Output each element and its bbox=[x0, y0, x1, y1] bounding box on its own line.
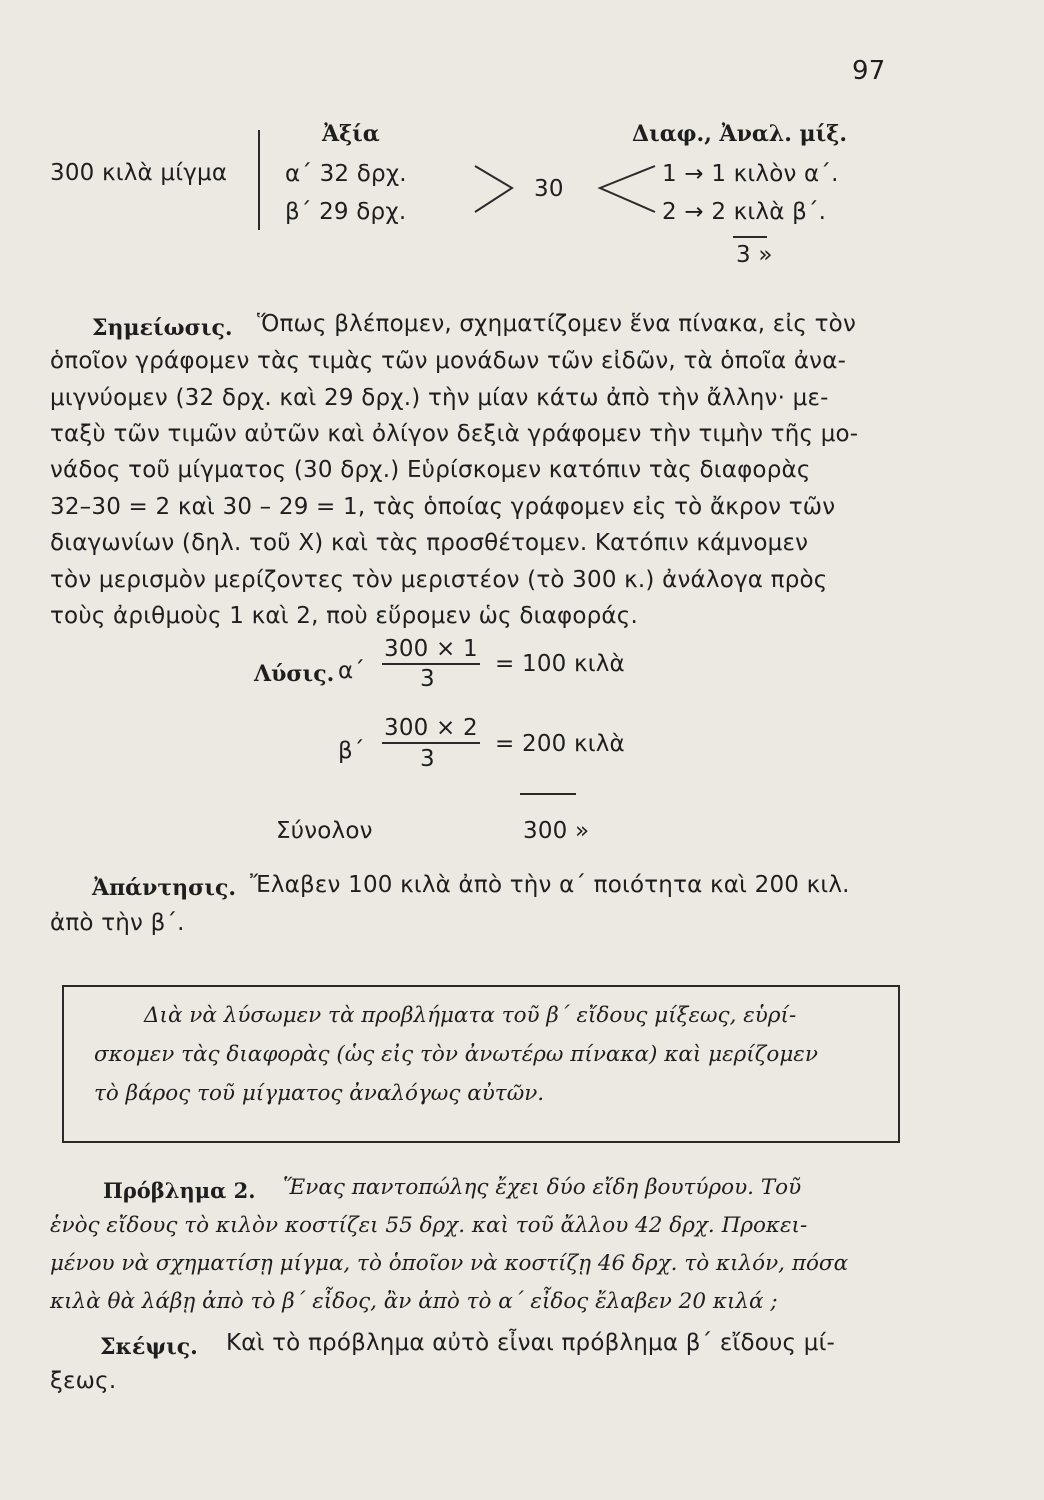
fraction-b-result: = 200 κιλὰ bbox=[495, 731, 625, 757]
thought-label: Σκέψις. bbox=[100, 1334, 198, 1360]
row2-diff: 2 → 2 κιλὰ β΄. bbox=[662, 199, 827, 225]
problem-line: Ἕνας παντοπώλης ἔχει δύο εἴδη βουτύρου. Τοῦ bbox=[283, 1175, 802, 1200]
rule-line: Διὰ νὰ λύσωμεν τὰ προβλήματα τοῦ β΄ εἴδους μίξεως, εὑρί- bbox=[144, 1003, 797, 1028]
note-label: Σημείωσις. bbox=[92, 315, 233, 341]
sum-rule bbox=[733, 236, 767, 238]
row2-value: β΄ 29 δρχ. bbox=[285, 199, 407, 225]
diagonal-cross bbox=[470, 160, 660, 220]
value-header: Ἀξία bbox=[322, 121, 380, 147]
fraction-a-numerator: 300 × 1 bbox=[384, 636, 478, 662]
table-brace-line bbox=[258, 130, 260, 230]
note-line: νάδος τοῦ μίγματος (30 δρχ.) Εὑρίσκομεν κατόπιν τὰς διαφορὰς bbox=[50, 457, 811, 483]
solution-label: Λύσις. bbox=[254, 661, 335, 687]
answer-label: Ἀπάντησις. bbox=[92, 875, 237, 901]
problem-line: μένου νὰ σχηματίσῃ μίγμα, τὸ ὁποῖον νὰ κοστίζῃ 46 δρχ. τὸ κιλόν, πόσα bbox=[50, 1251, 849, 1276]
fraction-b-numerator: 300 × 2 bbox=[384, 715, 478, 741]
problem-line: ἑνὸς εἴδους τὸ κιλὸν κοστίζει 55 δρχ. καὶ τοῦ ἄλλου 42 δρχ. Προκει- bbox=[50, 1213, 808, 1238]
rule-line: σκομεν τὰς διαφορὰς (ὡς εἰς τὸν ἀνωτέρω πίνακα) καὶ μερίζομεν bbox=[94, 1042, 818, 1067]
note-line: διαγωνίων (δηλ. τοῦ X) καὶ τὰς προσθέτομεν. Κατόπιν κάμνομεν bbox=[50, 530, 809, 556]
thought-line: ξεως. bbox=[50, 1368, 117, 1394]
total-value: 300 » bbox=[523, 818, 590, 844]
problem-label: Πρόβλημα 2. bbox=[103, 1178, 256, 1203]
diff-total: 3 » bbox=[736, 242, 773, 268]
fraction-b-denominator: 3 bbox=[420, 746, 435, 772]
note-line: τοὺς ἀριθμοὺς 1 καὶ 2, ποὺ εὕρομεν ὡς διαφοράς. bbox=[50, 603, 638, 629]
row1-diff: 1 → 1 κιλὸν α΄. bbox=[662, 161, 839, 187]
fraction-a-result: = 100 κιλὰ bbox=[495, 651, 625, 677]
note-line: μιγνύομεν (32 δρχ. καὶ 29 δρχ.) τὴν μίαν κάτω ἀπὸ τὴν ἄλλην· με- bbox=[50, 385, 829, 411]
row1-value: α΄ 32 δρχ. bbox=[285, 161, 407, 187]
fraction-a-prefix: α΄ bbox=[338, 658, 366, 684]
note-line: τὸν μερισμὸν μερίζοντες τὸν μεριστέον (τὸ 300 κ.) ἀνάλογα πρὸς bbox=[50, 567, 828, 593]
page-number: 97 bbox=[852, 56, 886, 86]
rule-line: τὸ βάρος τοῦ μίγματος ἀναλόγως αὐτῶν. bbox=[94, 1081, 545, 1106]
answer-line: Ἔλαβεν 100 κιλὰ ἀπὸ τὴν α΄ ποιότητα καὶ 200 κιλ. bbox=[250, 872, 850, 898]
note-line: Ὅπως βλέπομεν, σχηματίζομεν ἕνα πίνακα, εἰς τὸν bbox=[257, 311, 856, 337]
note-line: 32–30 = 2 καὶ 30 – 29 = 1, τὰς ὁποίας γράφομεν εἰς τὸ ἄκρον τῶν bbox=[50, 494, 836, 520]
total-label: Σύνολον bbox=[276, 818, 373, 844]
mixture-label: 300 κιλὰ μίγμα bbox=[50, 160, 228, 186]
mixture-price: 30 bbox=[534, 176, 564, 202]
problem-line: κιλὰ θὰ λάβῃ ἀπὸ τὸ β΄ εἶδος, ἂν ἀπὸ τὸ α΄ εἶδος ἔλαβεν 20 κιλά ; bbox=[50, 1289, 778, 1314]
fraction-a-bar bbox=[382, 663, 480, 665]
diff-header: Διαφ., Ἀναλ. μίξ. bbox=[632, 121, 847, 147]
fraction-b-bar bbox=[382, 742, 480, 744]
note-line: ὁποῖον γράφομεν τὰς τιμὰς τῶν μονάδων τῶν εἰδῶν, τὰ ὁποῖα ἀνα- bbox=[50, 348, 847, 374]
total-rule bbox=[520, 793, 576, 795]
note-line: ταξὺ τῶν τιμῶν αὐτῶν καὶ ὀλίγον δεξιὰ γράφομεν τὴν τιμὴν τῆς μο- bbox=[50, 421, 859, 447]
thought-line: Καὶ τὸ πρόβλημα αὐτὸ εἶναι πρόβλημα β΄ εἴδους μί- bbox=[226, 1330, 836, 1356]
fraction-a-denominator: 3 bbox=[420, 666, 435, 692]
fraction-b-prefix: β΄ bbox=[338, 738, 365, 764]
answer-line: ἀπὸ τὴν β΄. bbox=[50, 910, 185, 936]
